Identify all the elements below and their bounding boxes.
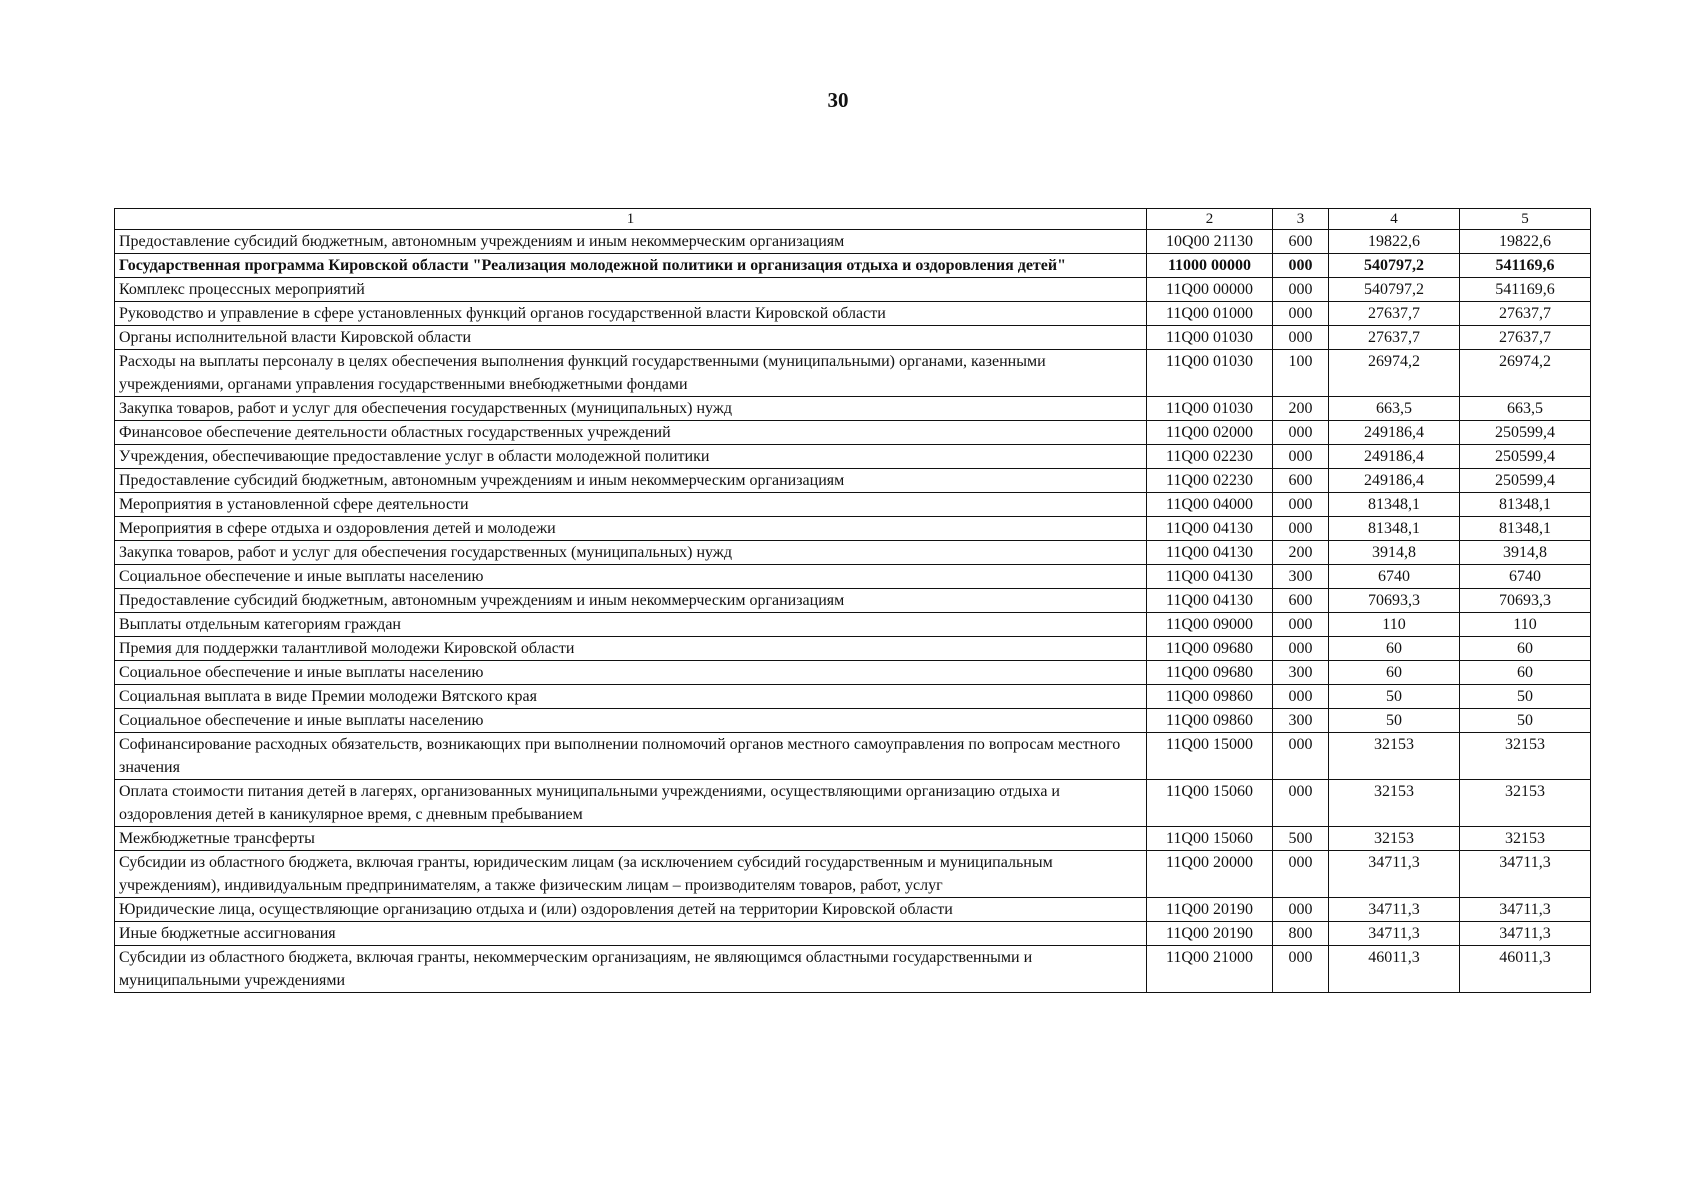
row-kvr: 000	[1273, 637, 1329, 661]
row-name: Мероприятия в установленной сфере деятельности	[115, 493, 1147, 517]
table-row	[115, 898, 1591, 922]
row-value-5: 250599,4	[1460, 469, 1591, 493]
row-name: Субсидии из областного бюджета, включая гранты, юридическим лицам (за исключением субсидий государственным и муниципальным учреждениям), индивидуальным предпринимателям, а также физическим лицам – производителям товаров, работ, услуг	[115, 851, 1147, 898]
row-value-5: 6740	[1460, 565, 1591, 589]
row-kvr: 600	[1273, 230, 1329, 254]
row-name: Финансовое обеспечение деятельности областных государственных учреждений	[115, 421, 1147, 445]
table-row	[115, 780, 1591, 827]
row-kvr: 000	[1273, 780, 1329, 827]
row-code: 11Q00 20190	[1147, 898, 1273, 922]
row-kvr: 000	[1273, 685, 1329, 709]
table-row	[115, 350, 1591, 397]
table-row	[115, 709, 1591, 733]
row-value-4: 32153	[1329, 780, 1460, 827]
row-name: Предоставление субсидий бюджетным, автономным учреждениям и иным некоммерческим организациям	[115, 469, 1147, 493]
row-value-5: 50	[1460, 709, 1591, 733]
row-code: 11Q00 20000	[1147, 851, 1273, 898]
row-value-4: 540797,2	[1329, 278, 1460, 302]
row-kvr: 600	[1273, 469, 1329, 493]
table-row	[115, 613, 1591, 637]
table-row	[115, 326, 1591, 350]
row-kvr: 600	[1273, 589, 1329, 613]
row-code: 11Q00 00000	[1147, 278, 1273, 302]
row-code: 11Q00 15060	[1147, 827, 1273, 851]
row-value-4: 249186,4	[1329, 421, 1460, 445]
row-name: Иные бюджетные ассигнования	[115, 922, 1147, 946]
row-name: Руководство и управление в сфере установленных функций органов государственной власти Кировской области	[115, 302, 1147, 326]
row-value-4: 663,5	[1329, 397, 1460, 421]
header-col-5: 5	[1460, 209, 1591, 230]
row-value-4: 110	[1329, 613, 1460, 637]
row-code: 10Q00 21130	[1147, 230, 1273, 254]
row-code: 11Q00 09860	[1147, 685, 1273, 709]
row-value-4: 249186,4	[1329, 445, 1460, 469]
row-name: Предоставление субсидий бюджетным, автономным учреждениям и иным некоммерческим организациям	[115, 589, 1147, 613]
row-code: 11Q00 01030	[1147, 350, 1273, 397]
table-row	[115, 397, 1591, 421]
table-row	[115, 421, 1591, 445]
row-value-5: 34711,3	[1460, 922, 1591, 946]
header-col-1: 1	[115, 209, 1147, 230]
row-value-4: 60	[1329, 661, 1460, 685]
page-number	[0, 88, 1690, 113]
table-row	[115, 493, 1591, 517]
row-code: 11000 00000	[1147, 254, 1273, 278]
row-code: 11Q00 01030	[1147, 397, 1273, 421]
table-row	[115, 589, 1591, 613]
row-code: 11Q00 02000	[1147, 421, 1273, 445]
row-code: 11Q00 04130	[1147, 589, 1273, 613]
row-value-4: 32153	[1329, 733, 1460, 780]
row-kvr: 000	[1273, 517, 1329, 541]
table-row	[115, 302, 1591, 326]
row-value-4: 27637,7	[1329, 302, 1460, 326]
table-row	[115, 827, 1591, 851]
row-code: 11Q00 04130	[1147, 541, 1273, 565]
header-col-2: 2	[1147, 209, 1273, 230]
row-name: Органы исполнительной власти Кировской области	[115, 326, 1147, 350]
row-kvr: 000	[1273, 421, 1329, 445]
row-value-4: 34711,3	[1329, 851, 1460, 898]
row-name: Комплекс процессных мероприятий	[115, 278, 1147, 302]
row-code: 11Q00 15060	[1147, 780, 1273, 827]
row-kvr: 200	[1273, 397, 1329, 421]
row-value-5: 3914,8	[1460, 541, 1591, 565]
row-value-5: 81348,1	[1460, 493, 1591, 517]
table-row	[115, 685, 1591, 709]
row-name: Учреждения, обеспечивающие предоставление услуг в области молодежной политики	[115, 445, 1147, 469]
row-kvr: 000	[1273, 493, 1329, 517]
row-value-5: 541169,6	[1460, 254, 1591, 278]
row-value-4: 19822,6	[1329, 230, 1460, 254]
row-kvr: 000	[1273, 946, 1329, 993]
row-code: 11Q00 20190	[1147, 922, 1273, 946]
row-name: Премия для поддержки талантливой молодежи Кировской области	[115, 637, 1147, 661]
table-row	[115, 469, 1591, 493]
row-value-4: 50	[1329, 685, 1460, 709]
page-number-text: 30	[827, 88, 849, 112]
row-value-5: 70693,3	[1460, 589, 1591, 613]
row-value-5: 46011,3	[1460, 946, 1591, 993]
row-value-4: 50	[1329, 709, 1460, 733]
row-value-5: 26974,2	[1460, 350, 1591, 397]
row-kvr: 000	[1273, 278, 1329, 302]
row-value-5: 60	[1460, 637, 1591, 661]
row-name: Юридические лица, осуществляющие организацию отдыха и (или) оздоровления детей на территории Кировской области	[115, 898, 1147, 922]
row-code: 11Q00 04130	[1147, 565, 1273, 589]
row-name: Мероприятия в сфере отдыха и оздоровления детей и молодежи	[115, 517, 1147, 541]
row-value-5: 32153	[1460, 733, 1591, 780]
row-kvr: 000	[1273, 254, 1329, 278]
row-kvr: 000	[1273, 445, 1329, 469]
row-name: Социальное обеспечение и иные выплаты населению	[115, 661, 1147, 685]
row-name: Субсидии из областного бюджета, включая гранты, некоммерческим организациям, не являющимся областными государственными и муниципальными учреждениями	[115, 946, 1147, 993]
row-value-5: 34711,3	[1460, 851, 1591, 898]
table-row	[115, 661, 1591, 685]
table-row	[115, 922, 1591, 946]
row-kvr: 000	[1273, 898, 1329, 922]
table-row	[115, 637, 1591, 661]
row-value-4: 81348,1	[1329, 493, 1460, 517]
row-name: Закупка товаров, работ и услуг для обеспечения государственных (муниципальных) нужд	[115, 397, 1147, 421]
row-kvr: 000	[1273, 613, 1329, 637]
row-value-4: 540797,2	[1329, 254, 1460, 278]
row-kvr: 300	[1273, 661, 1329, 685]
row-kvr: 300	[1273, 565, 1329, 589]
row-name: Расходы на выплаты персоналу в целях обеспечения выполнения функций государственными (муниципальными) органами, казенными учреждениями, органами управления государственными внебюджетными фондами	[115, 350, 1147, 397]
table-body	[115, 230, 1591, 993]
row-code: 11Q00 09680	[1147, 661, 1273, 685]
row-name: Социальное обеспечение и иные выплаты населению	[115, 565, 1147, 589]
row-value-4: 26974,2	[1329, 350, 1460, 397]
row-code: 11Q00 09000	[1147, 613, 1273, 637]
row-value-4: 6740	[1329, 565, 1460, 589]
row-kvr: 000	[1273, 851, 1329, 898]
row-code: 11Q00 21000	[1147, 946, 1273, 993]
table-row	[115, 946, 1591, 993]
row-name: Межбюджетные трансферты	[115, 827, 1147, 851]
row-kvr: 300	[1273, 709, 1329, 733]
table-row	[115, 254, 1591, 278]
row-code: 11Q00 15000	[1147, 733, 1273, 780]
row-code: 11Q00 01000	[1147, 302, 1273, 326]
row-code: 11Q00 09860	[1147, 709, 1273, 733]
row-value-4: 60	[1329, 637, 1460, 661]
row-value-5: 81348,1	[1460, 517, 1591, 541]
row-kvr: 200	[1273, 541, 1329, 565]
row-value-4: 34711,3	[1329, 898, 1460, 922]
row-kvr: 100	[1273, 350, 1329, 397]
row-code: 11Q00 04130	[1147, 517, 1273, 541]
row-value-4: 81348,1	[1329, 517, 1460, 541]
row-name: Социальное обеспечение и иные выплаты населению	[115, 709, 1147, 733]
table-row	[115, 541, 1591, 565]
row-value-5: 60	[1460, 661, 1591, 685]
row-name: Оплата стоимости питания детей в лагерях, организованных муниципальными учреждениями, осуществляющими организацию отдыха и оздоровления детей в каникулярное время, с дневным пребыванием	[115, 780, 1147, 827]
row-value-4: 70693,3	[1329, 589, 1460, 613]
row-value-5: 541169,6	[1460, 278, 1591, 302]
row-name: Предоставление субсидий бюджетным, автономным учреждениям и иным некоммерческим организациям	[115, 230, 1147, 254]
row-name: Государственная программа Кировской области "Реализация молодежной политики и организация отдыха и оздоровления детей"	[115, 254, 1147, 278]
row-name: Софинансирование расходных обязательств, возникающих при выполнении полномочий органов местного самоуправления по вопросам местного значения	[115, 733, 1147, 780]
row-code: 11Q00 02230	[1147, 445, 1273, 469]
row-kvr: 000	[1273, 733, 1329, 780]
table-row	[115, 445, 1591, 469]
table-row	[115, 278, 1591, 302]
row-value-5: 250599,4	[1460, 445, 1591, 469]
header-row	[115, 209, 1591, 230]
row-value-5: 27637,7	[1460, 302, 1591, 326]
row-code: 11Q00 01030	[1147, 326, 1273, 350]
row-value-4: 249186,4	[1329, 469, 1460, 493]
row-value-4: 32153	[1329, 827, 1460, 851]
row-code: 11Q00 02230	[1147, 469, 1273, 493]
row-code: 11Q00 04000	[1147, 493, 1273, 517]
row-value-4: 46011,3	[1329, 946, 1460, 993]
row-value-4: 34711,3	[1329, 922, 1460, 946]
row-value-5: 32153	[1460, 780, 1591, 827]
row-kvr: 000	[1273, 326, 1329, 350]
header-col-3: 3	[1273, 209, 1329, 230]
row-value-5: 19822,6	[1460, 230, 1591, 254]
row-value-5: 110	[1460, 613, 1591, 637]
row-value-5: 32153	[1460, 827, 1591, 851]
table-row	[115, 230, 1591, 254]
row-kvr: 500	[1273, 827, 1329, 851]
row-name: Социальная выплата в виде Премии молодежи Вятского края	[115, 685, 1147, 709]
table-row	[115, 517, 1591, 541]
row-code: 11Q00 09680	[1147, 637, 1273, 661]
row-value-4: 3914,8	[1329, 541, 1460, 565]
row-kvr: 800	[1273, 922, 1329, 946]
row-value-5: 663,5	[1460, 397, 1591, 421]
row-name: Закупка товаров, работ и услуг для обеспечения государственных (муниципальных) нужд	[115, 541, 1147, 565]
header-col-4: 4	[1329, 209, 1460, 230]
row-value-4: 27637,7	[1329, 326, 1460, 350]
row-value-5: 27637,7	[1460, 326, 1591, 350]
row-value-5: 250599,4	[1460, 421, 1591, 445]
row-value-5: 50	[1460, 685, 1591, 709]
table-row	[115, 851, 1591, 898]
table-row	[115, 565, 1591, 589]
row-name: Выплаты отдельным категориям граждан	[115, 613, 1147, 637]
row-value-5: 34711,3	[1460, 898, 1591, 922]
row-kvr: 000	[1273, 302, 1329, 326]
budget-table	[114, 208, 1591, 993]
table-row	[115, 733, 1591, 780]
